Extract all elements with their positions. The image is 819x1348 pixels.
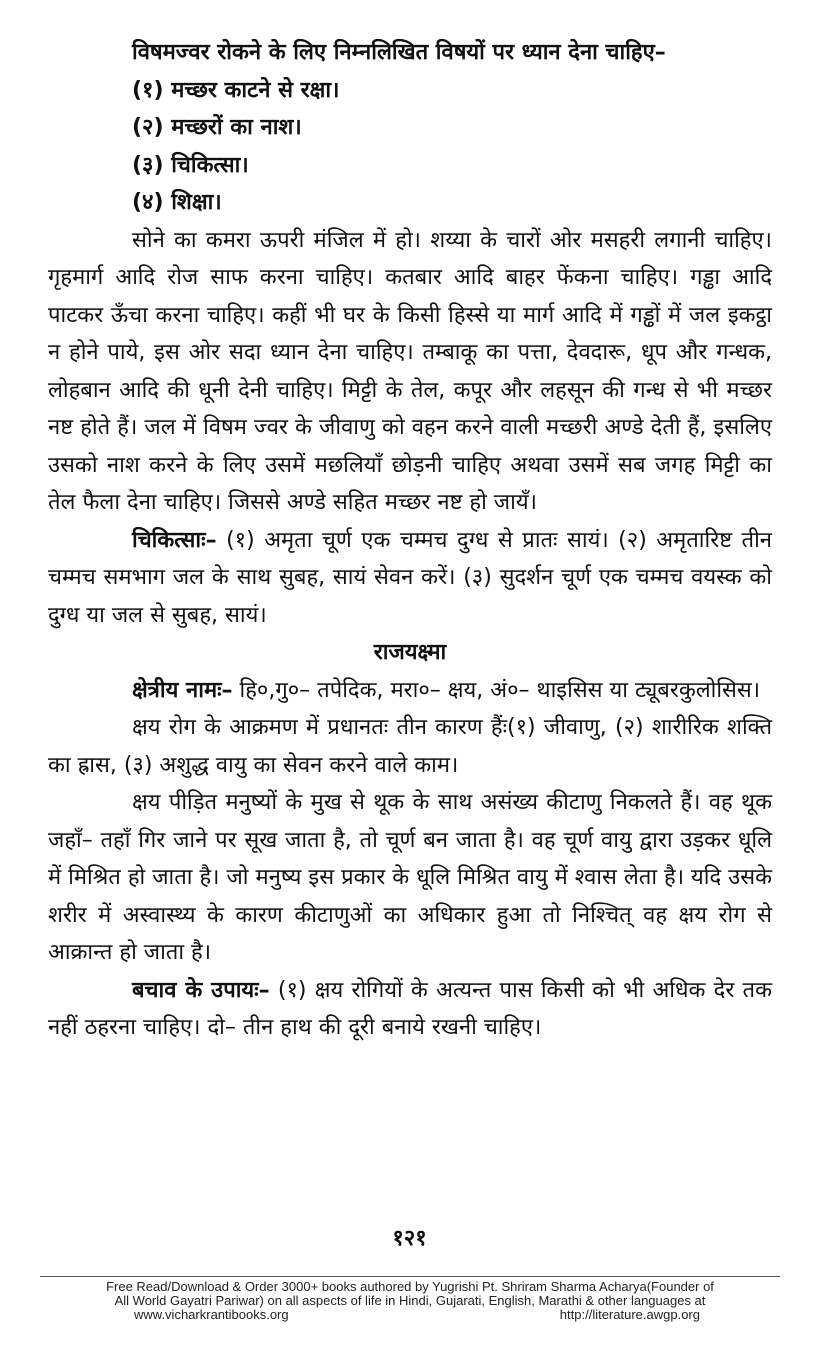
list-item-2: (२) मच्छरों का नाश। (132, 115, 302, 140)
protection-paragraph (48, 972, 772, 1047)
footer-line-1: Free Read/Download & Order 3000+ books authored by Yugrishi Pt. Shriram Sharma Acharya(Founder of (106, 1279, 714, 1294)
spread-paragraph: क्षय पीड़ित मनुष्यों के मुख से थूक के साथ असंख्य कीटाणु निकलते हैं। वह थूक जहाँ– तहाँ गिर जाने पर सूख जाता है, तो चूर्ण बन जाता है। वह चूर्ण वायु द्वारा उड़कर धूलि में मिश्रित हो जाता है। जो मनुष्य इस प्रकार के धूलि मिश्रित वायु में श्वास लेता है। यदि उसके शरीर में अस्वास्थ्य के कारण कीटाणुओं का अधिकार हुआ तो निश्चित् वह क्षय रोग से आक्रान्त हो जाता है। (48, 790, 772, 965)
list-item-4: (४) शिक्षा। (132, 190, 222, 215)
treatment-text: (१) अमृता चूर्ण एक चम्मच दुग्ध से प्रातः सायं। (२) अमृतारिष्ट तीन चम्मच समभाग जल के साथ सुबह, सायं सेवन करें। (३) सुदर्शन चूर्ण एक चम्मच वयस्क को दुग्ध या जल से सुबह, सायं। (48, 527, 772, 628)
intro-line: विषमज्वर रोकने के लिए निम्नलिखित विषयों पर ध्यान देना चाहिए– (132, 40, 666, 65)
regional-text: हि०,गु०– तपेदिक, मरा०– क्षय, अं०– थाइसिस या ट्यूबरकुलोसिस। (232, 677, 761, 703)
causes-paragraph: क्षय रोग के आक्रमण में प्रधानतः तीन कारण हैंः(१) जीवाणु, (२) शारीरिक शक्ति का ह्रास, (३) अशुद्ध वायु का सेवन करने वाले काम। (48, 715, 772, 778)
regional-names-paragraph (48, 672, 772, 710)
footer-links (40, 1308, 780, 1322)
prevention-paragraph: सोने का कमरा ऊपरी मंजिल में हो। शय्या के चारों ओर मसहरी लगानी चाहिए। गृहमार्ग आदि रोज साफ करना चाहिए। कतबार आदि बाहर फेंकना चाहिए। गड्ढा आदि पाटकर ऊँचा करना चाहिए। कहीं भी घर के किसी हिस्से या मार्ग आदि में गड्ढों में जल इकट्ठा न होने पाये, इस ओर सदा ध्यान देना चाहिए। तम्बाकू का पत्ता, देवदारू, धूप और गन्धक, लोहबान आदि की धूनी देनी चाहिए। मिट्टी के तेल, कपूर और लहसून की गन्ध से भी मच्छर नष्ट होते हैं। जल में विषम ज्वर के जीवाणु को वहन करने वाली मच्छरी अण्डे देती हैं, इसलिए उसको नाश करने के लिए उसमें मछलियाँ छोड़नी चाहिए अथवा उसमें सब जगह मिट्टी का तेल फैला देना चाहिए। जिससे अण्डे सहित मच्छर नष्ट हो जायँ। (48, 227, 772, 515)
footer-divider (40, 1276, 780, 1277)
footer (40, 1280, 780, 1322)
regional-label: क्षेत्रीय नामः– (132, 677, 233, 703)
page-number: १२१ (392, 1226, 427, 1251)
footer-link-right[interactable]: http://literature.awgp.org (559, 1307, 700, 1322)
list-item-1: (१) मच्छर काटने से रक्षा। (132, 77, 340, 103)
protection-text: (१) क्षय रोगियों के अत्यन्त पास किसी को भी अधिक देर तक नहीं ठहरना चाहिए। दो– तीन हाथ की दूरी बनाये रखनी चाहिए। (48, 977, 772, 1040)
treatment-label: चिकित्साः– (132, 527, 217, 553)
footer-line-2: All World Gayatri Pariwar) on all aspects of life in Hindi, Gujarati, English, Marathi & other languages at (114, 1293, 706, 1308)
protection-label: बचाव के उपायः– (132, 977, 270, 1003)
treatment-paragraph (48, 522, 772, 635)
footer-link-left[interactable]: www.vicharkrantibooks.org (134, 1307, 289, 1322)
section-heading: राजयक्ष्मा (373, 640, 447, 665)
list-item-3: (३) चिकित्सा। (132, 152, 249, 178)
page-body (48, 34, 772, 1047)
